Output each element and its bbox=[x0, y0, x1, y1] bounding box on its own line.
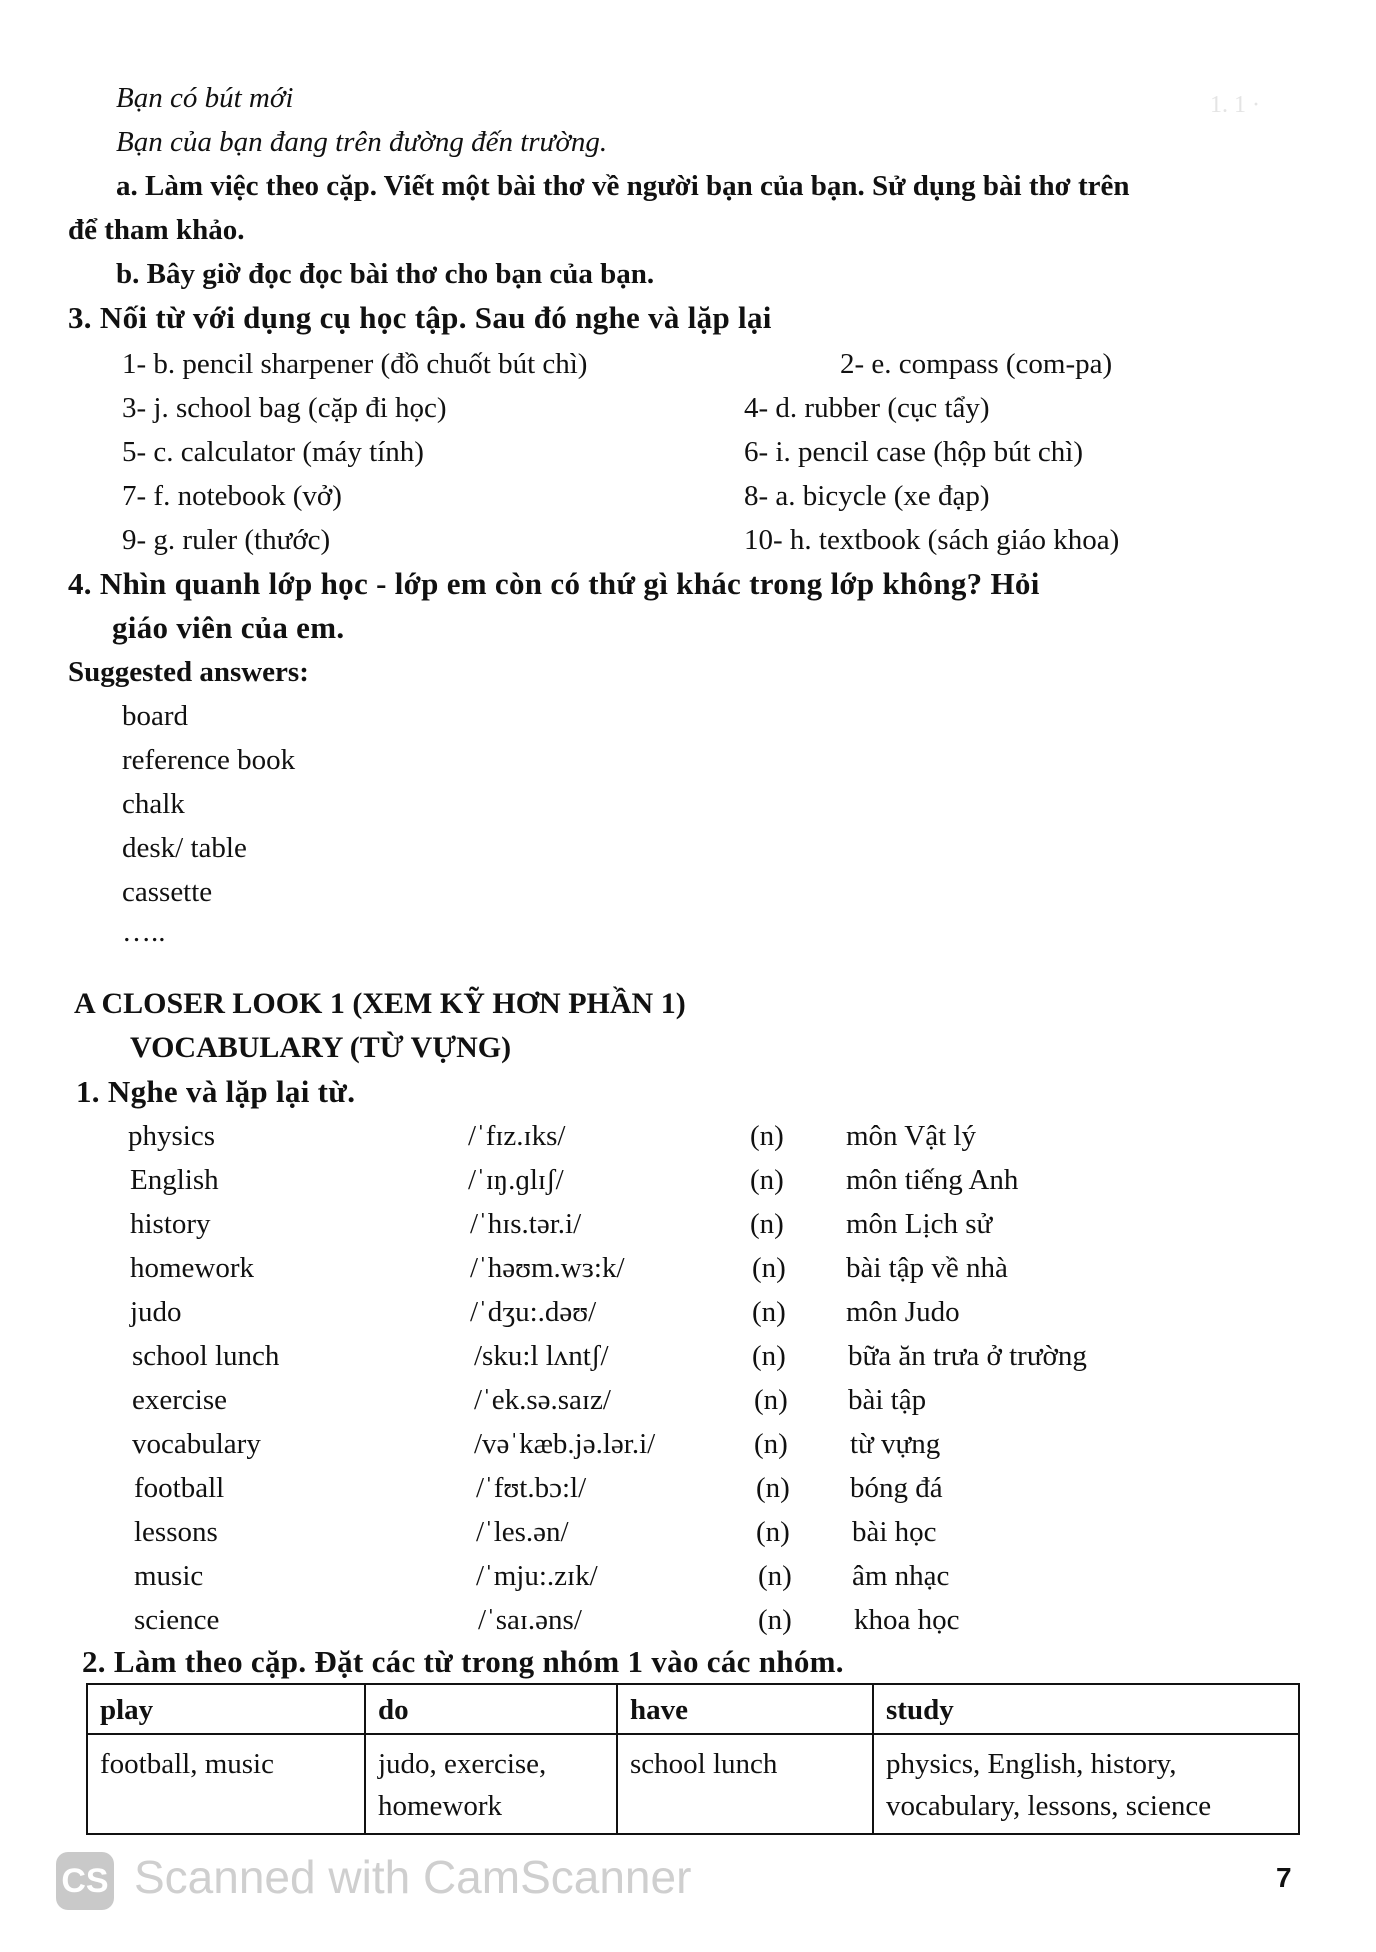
vocab-meaning: bài tập bbox=[848, 1384, 927, 1416]
vocab-meaning: khoa học bbox=[854, 1604, 960, 1636]
match-item: 3- j. school bag (cặp đi học) bbox=[122, 392, 447, 424]
vocab-pos: (n) bbox=[758, 1604, 792, 1636]
vocab-word: school lunch bbox=[132, 1340, 280, 1372]
cell-line: judo, exercise, bbox=[378, 1748, 547, 1780]
exercise-4-title: giáo viên của em. bbox=[112, 610, 345, 645]
vocab-pos: (n) bbox=[752, 1340, 786, 1372]
match-item: 2- e. compass (com-pa) bbox=[840, 348, 1113, 380]
poem-line: Bạn của bạn đang trên đường đến trường. bbox=[116, 126, 608, 158]
vocab-ipa: /ˈek.sə.saɪz/ bbox=[474, 1384, 611, 1416]
match-item: 6- i. pencil case (hộp bút chì) bbox=[744, 436, 1084, 468]
suggested-answer: cassette bbox=[122, 876, 213, 908]
vocab-ipa: /ˈfɪz.ɪks/ bbox=[468, 1120, 566, 1152]
table-header-cell: study bbox=[873, 1684, 1299, 1734]
vocab-ipa: /vəˈkæb.jə.lər.i/ bbox=[474, 1428, 656, 1460]
vocab-meaning: môn Vật lý bbox=[846, 1120, 976, 1152]
suggested-answer: reference book bbox=[122, 744, 296, 776]
vocab-ipa: /ˈfʊt.bɔ:l/ bbox=[476, 1472, 587, 1504]
bleed-through-text: 1. 1 · bbox=[1210, 92, 1260, 118]
vocab-pos: (n) bbox=[752, 1252, 786, 1284]
table-header-cell: do bbox=[365, 1684, 617, 1734]
suggested-answer: ….. bbox=[122, 916, 166, 948]
cell-line: physics, English, history, bbox=[886, 1748, 1177, 1780]
vocab-pos: (n) bbox=[754, 1428, 788, 1460]
cell-line: vocabulary, lessons, science bbox=[886, 1790, 1212, 1822]
exercise-2-title: 2. Làm theo cặp. Đặt các từ trong nhóm 1 vào các nhóm. bbox=[82, 1644, 844, 1679]
match-item: 1- b. pencil sharpener (đồ chuốt bút chì) bbox=[122, 348, 588, 380]
vocab-word: history bbox=[130, 1208, 211, 1240]
vocab-ipa: /ˈmju:.zɪk/ bbox=[476, 1560, 598, 1592]
page-number: 7 bbox=[1276, 1862, 1292, 1893]
cell-line: school lunch bbox=[630, 1748, 778, 1780]
vocab-pos: (n) bbox=[758, 1560, 792, 1592]
exercise-1-title: 1. Nghe và lặp lại từ. bbox=[76, 1074, 356, 1109]
vocab-word: exercise bbox=[132, 1384, 227, 1416]
exercise-3-title: 3. Nối từ với dụng cụ học tập. Sau đó nghe và lặp lại bbox=[68, 300, 772, 335]
vocab-pos: (n) bbox=[754, 1384, 788, 1416]
task-a-line: a. Làm việc theo cặp. Viết một bài thơ về người bạn của bạn. Sử dụng bài thơ trên bbox=[116, 170, 1130, 202]
vocab-pos: (n) bbox=[750, 1164, 784, 1196]
vocab-pos: (n) bbox=[756, 1516, 790, 1548]
vocab-ipa: /ˈles.ən/ bbox=[476, 1516, 569, 1548]
suggested-answer: board bbox=[122, 700, 189, 732]
vocab-pos: (n) bbox=[756, 1472, 790, 1504]
match-item: 4- d. rubber (cục tẩy) bbox=[744, 392, 990, 424]
vocab-word: homework bbox=[130, 1252, 255, 1284]
vocab-word: physics bbox=[128, 1120, 215, 1152]
task-b-line: b. Bây giờ đọc đọc bài thơ cho bạn của bạn. bbox=[116, 258, 655, 290]
task-a-line: để tham khảo. bbox=[68, 214, 245, 246]
vocab-pos: (n) bbox=[750, 1120, 784, 1152]
match-item: 9- g. ruler (thước) bbox=[122, 524, 331, 556]
vocab-word: judo bbox=[130, 1296, 182, 1328]
vocab-meaning: từ vựng bbox=[850, 1428, 941, 1460]
poem-line: Bạn có bút mới bbox=[116, 82, 294, 114]
vocab-pos: (n) bbox=[752, 1296, 786, 1328]
vocab-meaning: bài tập về nhà bbox=[846, 1252, 1008, 1284]
cell-line: football, music bbox=[100, 1748, 274, 1780]
vocab-word: science bbox=[134, 1604, 220, 1636]
vocab-meaning: môn Lịch sử bbox=[846, 1208, 993, 1240]
suggested-answer: desk/ table bbox=[122, 832, 247, 864]
match-item: 10- h. textbook (sách giáo khoa) bbox=[744, 524, 1120, 556]
table-cell bbox=[365, 1734, 617, 1834]
vocab-ipa: /ˈsaɪ.əns/ bbox=[478, 1604, 582, 1636]
table-header-cell: play bbox=[87, 1684, 365, 1734]
logo-text: CS bbox=[61, 1861, 109, 1900]
vocab-ipa: /ˈhəʊm.wɜ:k/ bbox=[470, 1252, 625, 1284]
vocab-meaning: bữa ăn trưa ở trường bbox=[848, 1340, 1087, 1372]
exercise-4-title: 4. Nhìn quanh lớp học - lớp em còn có thứ gì khác trong lớp không? Hỏi bbox=[68, 566, 1040, 601]
vocab-meaning: môn tiếng Anh bbox=[846, 1164, 1019, 1196]
vocab-pos: (n) bbox=[750, 1208, 784, 1240]
vocab-ipa: /ˈɪŋ.ɡlɪʃ/ bbox=[468, 1164, 564, 1196]
vocab-word: English bbox=[130, 1164, 219, 1196]
match-item: 8- a. bicycle (xe đạp) bbox=[744, 480, 990, 512]
cell-line: homework bbox=[378, 1790, 503, 1822]
table-row bbox=[87, 1734, 1299, 1834]
vocab-meaning: bài học bbox=[852, 1516, 937, 1548]
vocab-ipa: /ˈdʒu:.dəʊ/ bbox=[470, 1296, 597, 1328]
match-item: 5- c. calculator (máy tính) bbox=[122, 436, 424, 468]
scanner-watermark: Scanned with CamScanner bbox=[134, 1851, 692, 1903]
table-header-row bbox=[87, 1684, 1299, 1734]
vocab-meaning: âm nhạc bbox=[852, 1560, 950, 1592]
vocab-word: lessons bbox=[134, 1516, 218, 1548]
suggested-answer: chalk bbox=[122, 788, 185, 820]
vocab-word: vocabulary bbox=[132, 1428, 261, 1460]
section-subheading: VOCABULARY (TỪ VỰNG) bbox=[130, 1031, 512, 1064]
vocab-meaning: bóng đá bbox=[850, 1472, 943, 1504]
vocab-meaning: môn Judo bbox=[846, 1296, 960, 1328]
camscanner-logo-icon bbox=[56, 1852, 114, 1910]
table-cell bbox=[873, 1734, 1299, 1834]
section-heading: A CLOSER LOOK 1 (XEM KỸ HƠN PHẦN 1) bbox=[74, 987, 686, 1020]
table-cell bbox=[617, 1734, 873, 1834]
vocab-ipa: /sku:l lʌntʃ/ bbox=[474, 1340, 609, 1372]
match-item: 7- f. notebook (vở) bbox=[122, 480, 342, 512]
suggested-answers-label: Suggested answers: bbox=[68, 656, 309, 688]
table-header-cell: have bbox=[617, 1684, 873, 1734]
word-groups-table bbox=[86, 1683, 1300, 1835]
vocab-word: football bbox=[134, 1472, 225, 1504]
vocab-word: music bbox=[134, 1560, 204, 1592]
table-cell bbox=[87, 1734, 365, 1834]
vocab-ipa: /ˈhɪs.tər.i/ bbox=[470, 1208, 582, 1240]
